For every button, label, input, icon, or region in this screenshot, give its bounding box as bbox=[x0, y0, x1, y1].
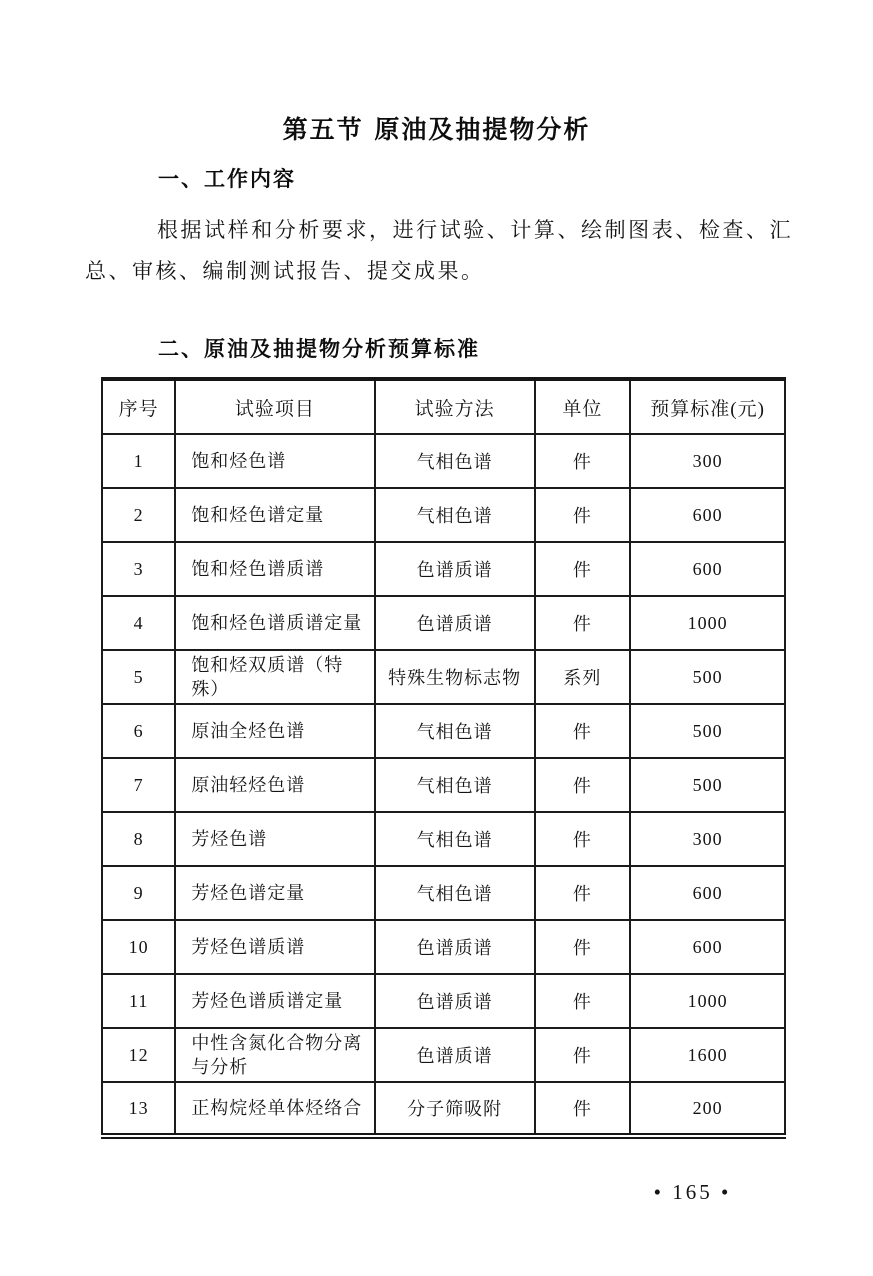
cell-method: 色谱质谱 bbox=[375, 596, 535, 650]
cell-unit: 件 bbox=[535, 920, 631, 974]
cell-unit: 件 bbox=[535, 434, 631, 488]
cell-item: 原油轻烃色谱 bbox=[175, 758, 374, 812]
cell-unit: 件 bbox=[535, 596, 631, 650]
header-row bbox=[102, 379, 785, 434]
cell-seq: 13 bbox=[102, 1082, 175, 1136]
cell-price: 500 bbox=[630, 704, 785, 758]
table-row bbox=[102, 920, 785, 974]
cell-price: 1000 bbox=[630, 974, 785, 1028]
table-row bbox=[102, 704, 785, 758]
cell-method: 气相色谱 bbox=[375, 704, 535, 758]
table-row bbox=[102, 812, 785, 866]
cell-unit: 系列 bbox=[535, 650, 631, 704]
column-header-unit: 单位 bbox=[535, 379, 631, 434]
table-row bbox=[102, 596, 785, 650]
table-row bbox=[102, 866, 785, 920]
cell-price: 600 bbox=[630, 488, 785, 542]
section-heading-budget-standard: 二、原油及抽提物分析预算标准 bbox=[158, 337, 480, 361]
cell-method: 气相色谱 bbox=[375, 434, 535, 488]
budget-table bbox=[101, 377, 786, 1139]
table-row bbox=[102, 974, 785, 1028]
cell-item: 饱和烃色谱定量 bbox=[175, 488, 374, 542]
cell-method: 气相色谱 bbox=[375, 488, 535, 542]
cell-price: 600 bbox=[630, 920, 785, 974]
cell-method: 气相色谱 bbox=[375, 812, 535, 866]
column-header-method: 试验方法 bbox=[375, 379, 535, 434]
table-row bbox=[102, 488, 785, 542]
cell-price: 1600 bbox=[630, 1028, 785, 1082]
cell-seq: 6 bbox=[102, 704, 175, 758]
cell-seq: 5 bbox=[102, 650, 175, 704]
cell-seq: 2 bbox=[102, 488, 175, 542]
cell-price: 500 bbox=[630, 758, 785, 812]
cell-item: 芳烃色谱定量 bbox=[175, 866, 374, 920]
budget-table-head bbox=[102, 379, 785, 434]
table-row bbox=[102, 1028, 785, 1082]
work-content-paragraph: 根据试样和分析要求，进行试验、计算、绘制图表、检查、汇总、审核、编制测试报告、提交成果。 bbox=[85, 218, 793, 283]
cell-item: 饱和烃色谱 bbox=[175, 434, 374, 488]
cell-method: 气相色谱 bbox=[375, 866, 535, 920]
column-header-item: 试验项目 bbox=[175, 379, 374, 434]
cell-seq: 12 bbox=[102, 1028, 175, 1082]
cell-price: 300 bbox=[630, 812, 785, 866]
cell-price: 300 bbox=[630, 434, 785, 488]
cell-seq: 9 bbox=[102, 866, 175, 920]
cell-item: 正构烷烃单体烃络合 bbox=[175, 1082, 374, 1136]
cell-method: 色谱质谱 bbox=[375, 1028, 535, 1082]
table-row bbox=[102, 650, 785, 704]
cell-seq: 1 bbox=[102, 434, 175, 488]
cell-item: 芳烃色谱质谱定量 bbox=[175, 974, 374, 1028]
cell-method: 气相色谱 bbox=[375, 758, 535, 812]
cell-seq: 3 bbox=[102, 542, 175, 596]
section-heading-work-content: 一、工作内容 bbox=[158, 167, 296, 191]
cell-method: 色谱质谱 bbox=[375, 542, 535, 596]
cell-unit: 件 bbox=[535, 758, 631, 812]
cell-item: 原油全烃色谱 bbox=[175, 704, 374, 758]
cell-price: 1000 bbox=[630, 596, 785, 650]
page-number: • 165 • bbox=[653, 1180, 732, 1204]
cell-unit: 件 bbox=[535, 542, 631, 596]
page-title: 第五节 原油及抽提物分析 bbox=[282, 115, 591, 144]
column-header-seq: 序号 bbox=[102, 379, 175, 434]
column-header-price: 预算标准(元) bbox=[630, 379, 785, 434]
cell-item: 芳烃色谱 bbox=[175, 812, 374, 866]
cell-item: 饱和烃色谱质谱定量 bbox=[175, 596, 374, 650]
cell-item: 中性含氮化合物分离与分析 bbox=[175, 1028, 374, 1082]
cell-seq: 11 bbox=[102, 974, 175, 1028]
cell-price: 600 bbox=[630, 866, 785, 920]
cell-price: 500 bbox=[630, 650, 785, 704]
cell-unit: 件 bbox=[535, 1028, 631, 1082]
cell-method: 色谱质谱 bbox=[375, 920, 535, 974]
cell-item: 芳烃色谱质谱 bbox=[175, 920, 374, 974]
budget-table-body bbox=[102, 434, 785, 1136]
table-row bbox=[102, 1082, 785, 1136]
cell-price: 600 bbox=[630, 542, 785, 596]
cell-unit: 件 bbox=[535, 1082, 631, 1136]
cell-unit: 件 bbox=[535, 974, 631, 1028]
cell-method: 色谱质谱 bbox=[375, 974, 535, 1028]
cell-seq: 8 bbox=[102, 812, 175, 866]
cell-unit: 件 bbox=[535, 704, 631, 758]
cell-seq: 4 bbox=[102, 596, 175, 650]
cell-unit: 件 bbox=[535, 488, 631, 542]
table-row bbox=[102, 758, 785, 812]
cell-unit: 件 bbox=[535, 812, 631, 866]
cell-method: 特殊生物标志物 bbox=[375, 650, 535, 704]
cell-seq: 10 bbox=[102, 920, 175, 974]
cell-unit: 件 bbox=[535, 866, 631, 920]
cell-item: 饱和烃双质谱（特殊） bbox=[175, 650, 374, 704]
cell-seq: 7 bbox=[102, 758, 175, 812]
table-row bbox=[102, 434, 785, 488]
cell-price: 200 bbox=[630, 1082, 785, 1136]
cell-method: 分子筛吸附 bbox=[375, 1082, 535, 1136]
table-row bbox=[102, 542, 785, 596]
cell-item: 饱和烃色谱质谱 bbox=[175, 542, 374, 596]
